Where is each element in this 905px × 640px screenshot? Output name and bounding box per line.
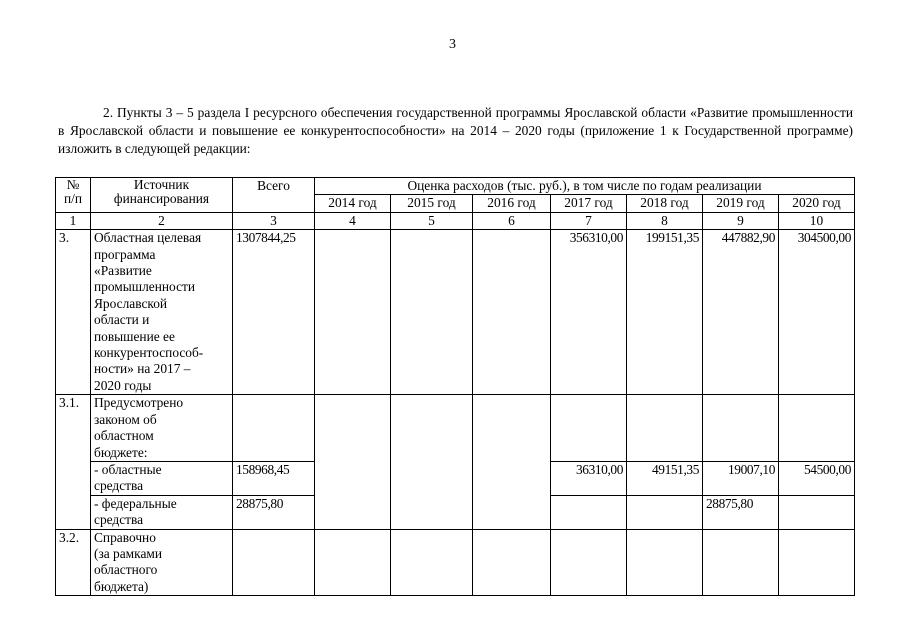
row-num: 3.1. [56, 395, 91, 529]
header-year: 2014 год [315, 195, 391, 212]
row-year-value: 356310,00 [551, 230, 627, 395]
row-year-value [627, 529, 703, 596]
resource-table [55, 177, 855, 596]
row-year-value: 28875,80 [703, 495, 779, 529]
header-year: 2017 год [551, 195, 627, 212]
row-total: 1307844,25 [233, 230, 315, 395]
row-year-value [551, 529, 627, 596]
row-year-value [779, 495, 855, 529]
column-number: 3 [233, 212, 315, 229]
header-year: 2019 год [703, 195, 779, 212]
table-row-reference [56, 529, 855, 596]
row-year-value [473, 529, 551, 596]
row-year-value [391, 529, 473, 596]
row-source: - федеральные средства [91, 495, 233, 529]
column-number: 2 [91, 212, 233, 229]
column-number: 1 [56, 212, 91, 229]
header-year: 2015 год [391, 195, 473, 212]
row-year-value [391, 230, 473, 395]
row-year-value [703, 395, 779, 462]
table-row-program [56, 230, 855, 395]
row-year-value: 447882,90 [703, 230, 779, 395]
intro-paragraph: 2. Пункты 3 – 5 раздела I ресурсного обеспечения государственной программы Ярославской области «Развитие промышленности в Ярославской области и повышение ее конкурентоспособности» на 2014 – 2020 годы (приложение 1 к Государственной программе) изложить в следующей редакции: [58, 105, 853, 156]
column-number: 5 [391, 212, 473, 229]
row-total: 158968,45 [233, 461, 315, 495]
row-num: 3. [56, 230, 91, 395]
column-number: 7 [551, 212, 627, 229]
row-source: Предусмотрено законом об областном бюджете: [91, 395, 233, 462]
row-year-value [391, 395, 473, 529]
row-year-value [779, 395, 855, 462]
row-year-value [315, 395, 391, 529]
row-num: 3.2. [56, 529, 91, 596]
row-total: 28875,80 [233, 495, 315, 529]
column-number: 9 [703, 212, 779, 229]
row-year-value [551, 495, 627, 529]
row-source: Областная целевая программа «Развитие промышленности Ярославской области и повышение ее конкурентоспособ- ности» на 2017 – 2020 годы [91, 230, 233, 395]
column-number: 6 [473, 212, 551, 229]
column-number-row [56, 212, 855, 229]
row-year-value: 199151,35 [627, 230, 703, 395]
row-year-value: 36310,00 [551, 461, 627, 495]
row-year-value [627, 495, 703, 529]
row-source: - областные средства [91, 461, 233, 495]
row-total [233, 529, 315, 596]
row-year-value: 19007,10 [703, 461, 779, 495]
column-number: 4 [315, 212, 391, 229]
row-year-value [627, 395, 703, 462]
header-row-1 [56, 178, 855, 195]
row-source: Справочно (за рамками областного бюджета) [91, 529, 233, 596]
row-year-value: 49151,35 [627, 461, 703, 495]
table-row-budget-law [56, 395, 855, 462]
header-num: № п/п [56, 178, 91, 213]
row-year-value [551, 395, 627, 462]
row-year-value [473, 395, 551, 529]
row-year-value [315, 230, 391, 395]
column-number: 10 [779, 212, 855, 229]
header-year: 2018 год [627, 195, 703, 212]
row-year-value: 304500,00 [779, 230, 855, 395]
row-year-value [473, 230, 551, 395]
row-total [233, 395, 315, 462]
header-estimate: Оценка расходов (тыс. руб.), в том числе по годам реализации [315, 178, 855, 195]
row-year-value [315, 529, 391, 596]
row-year-value: 54500,00 [779, 461, 855, 495]
header-source: Источник финансирования [91, 178, 233, 213]
header-year: 2020 год [779, 195, 855, 212]
page-number: 3 [449, 37, 456, 52]
row-year-value [703, 529, 779, 596]
header-year: 2016 год [473, 195, 551, 212]
column-number: 8 [627, 212, 703, 229]
row-year-value [779, 529, 855, 596]
header-total: Всего [233, 178, 315, 213]
